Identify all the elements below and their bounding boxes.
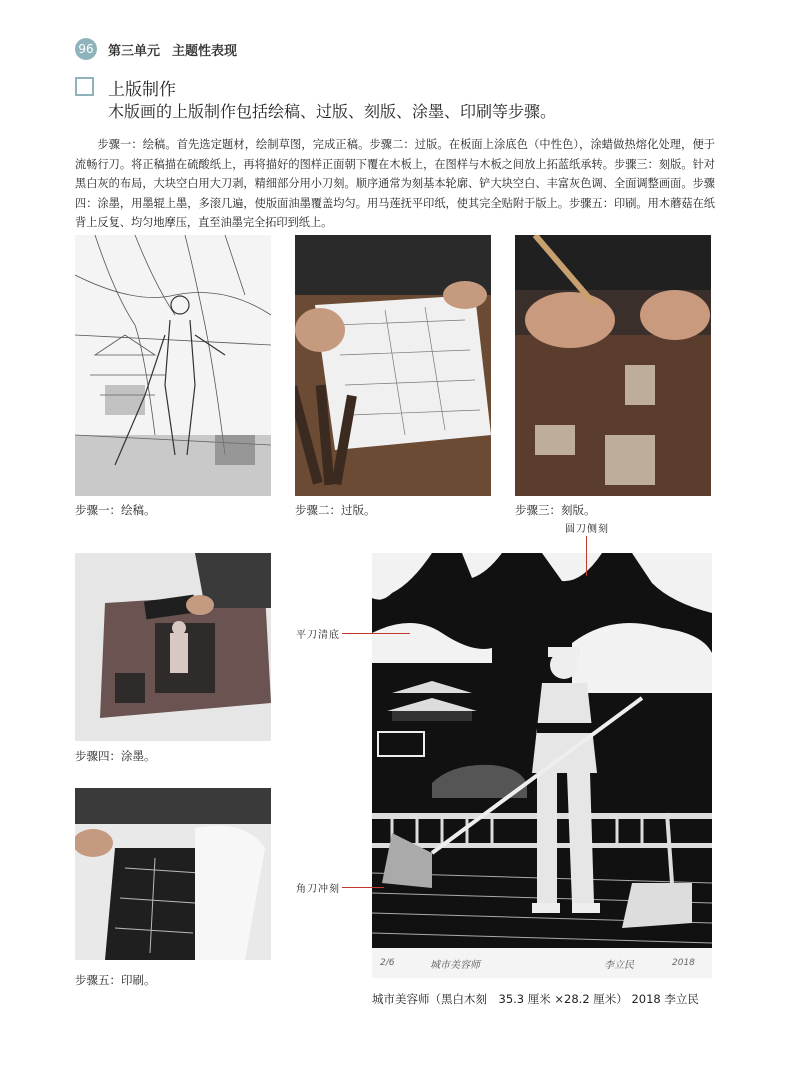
annotation-round-knife-line <box>586 536 587 576</box>
page-number-badge: 96 <box>75 38 97 60</box>
step5-caption: 步骤五：印刷。 <box>75 973 156 987</box>
annotation-flat-knife: 平刀清底 <box>296 630 340 641</box>
section-subtitle: 木版画的上版制作包括绘稿、过版、刻版、涂墨、印刷等步骤。 <box>108 102 557 121</box>
annotation-flat-knife-line <box>342 633 410 634</box>
unit-label: 第三单元 <box>108 44 161 59</box>
unit-title: 主题性表现 <box>172 44 238 59</box>
step2-caption: 步骤二：过版。 <box>295 503 376 517</box>
section-title: 上版制作 <box>108 80 176 100</box>
annotation-angle-knife: 角刀冲刻 <box>296 884 340 895</box>
steps-paragraph: 步骤一：绘稿。首先选定题材，绘制草图，完成正稿。步骤二：过版。在板面上涂底色（中性色），涂蜡做热熔化处理，便于流畅行刀。将正稿描在硫酸纸上，再将描好的图样正面朝下覆在木板上，在图样与木板之间放上拓蓝纸承转。步骤三：刻版。针对黑白灰的布局，大块空白用大刀剥，精细部分用小刀刻。顺序通常为刻基本轮廓、铲大块空白、丰富灰色调、全面调整画面。步骤四：涂墨，用墨辊上墨，多滚几遍，使版面油墨覆盖均匀。用马莲抚平印纸，使其完全贴附于版上。步骤五：印刷。用木蘑菇在纸背上反复、均匀地摩压，直至油墨完全拓印到纸上。 <box>75 138 715 230</box>
step2-tracing-image <box>295 235 491 496</box>
artwork-edition-signature: 2/6 <box>380 958 395 968</box>
artwork-artist-signature: 李立民 <box>604 960 634 971</box>
annotation-angle-knife-line <box>342 887 384 888</box>
artwork-title-signature: 城市美容师 <box>430 960 480 971</box>
running-header <box>108 40 237 59</box>
annotation-round-knife: 圆刀侧刻 <box>565 524 609 535</box>
section-square-icon <box>75 77 94 96</box>
step4-inking-image <box>75 553 271 741</box>
artwork-caption: 城市美容师（黑白木刻 35.3 厘米 ×28.2 厘米） 2018 李立民 <box>372 992 699 1006</box>
step1-sketch-image <box>75 235 271 496</box>
step4-caption: 步骤四：涂墨。 <box>75 749 156 763</box>
step3-carving-image <box>515 235 711 496</box>
step3-caption: 步骤三：刻版。 <box>515 503 596 517</box>
step5-printing-image <box>75 788 271 960</box>
artwork-woodcut-image <box>372 553 712 978</box>
artwork-year-signature: 2018 <box>672 958 695 968</box>
step1-caption: 步骤一：绘稿。 <box>75 503 156 517</box>
